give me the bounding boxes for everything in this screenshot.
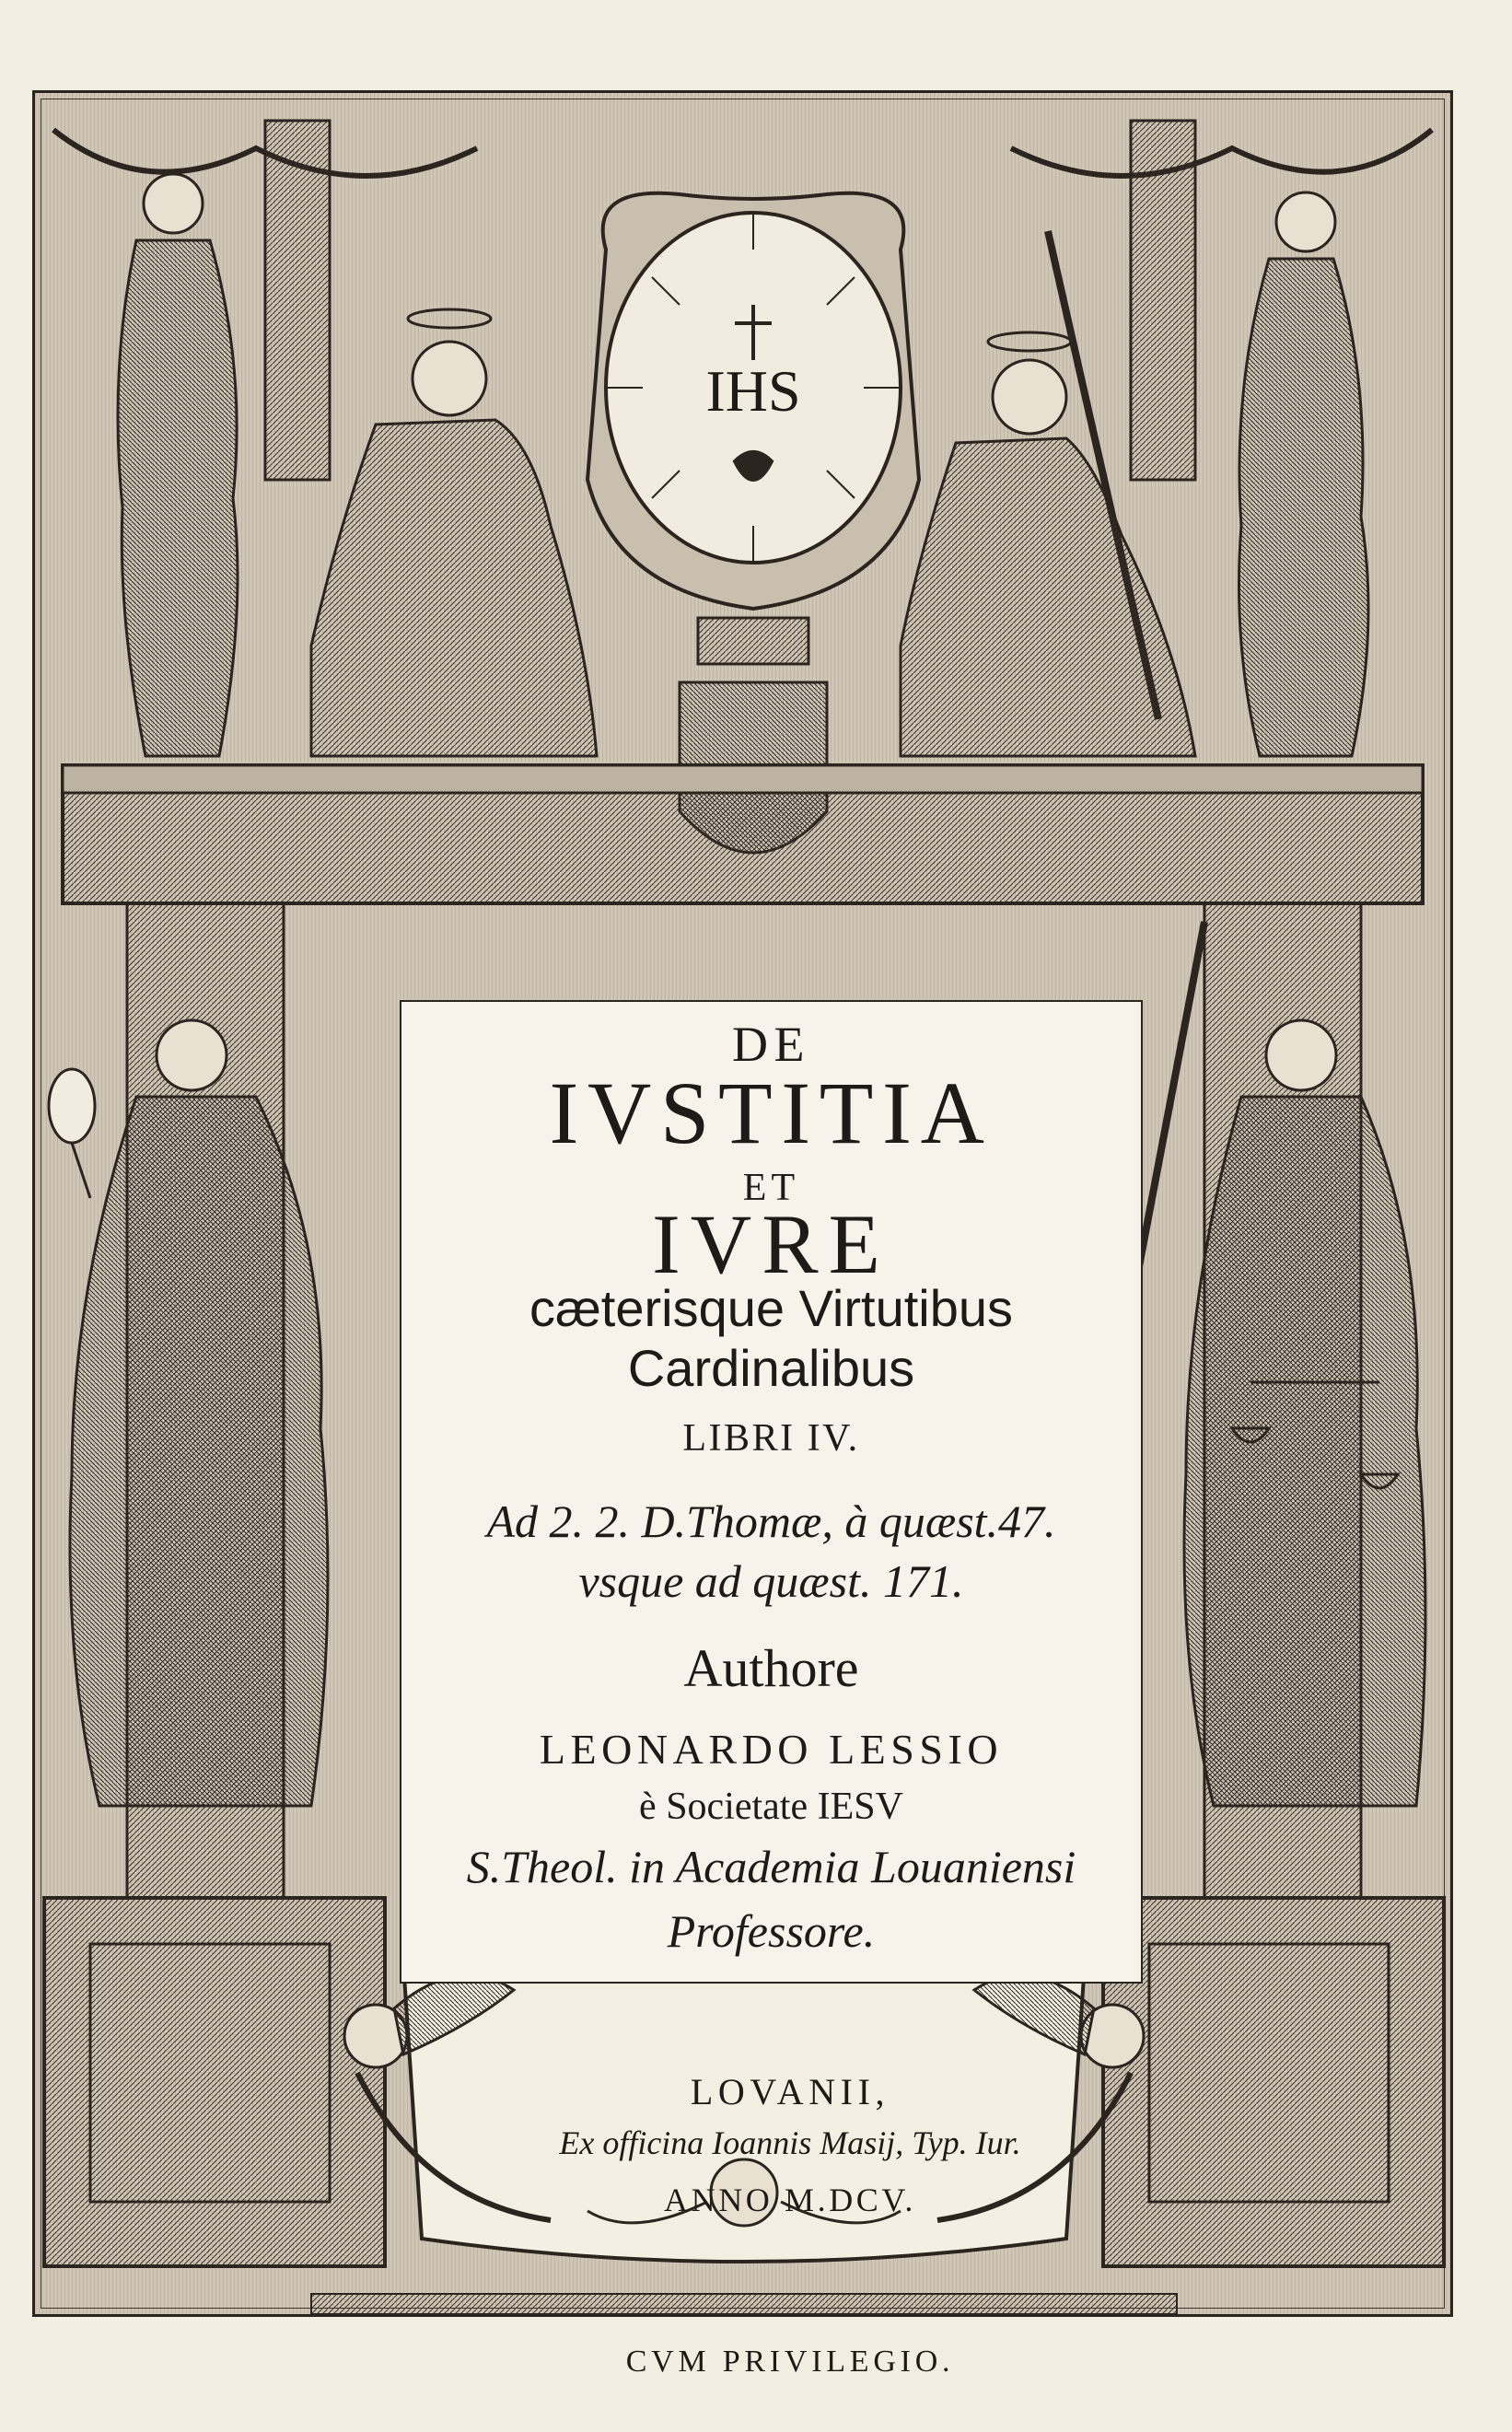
libri-count: LIBRI IV. xyxy=(682,1417,860,1460)
garland xyxy=(1011,130,1432,176)
author-title: Professore. xyxy=(667,1905,876,1957)
title-panel xyxy=(400,1000,1143,1984)
plinth-left xyxy=(44,1898,385,2266)
figure-prudence xyxy=(49,1020,328,1806)
column-left xyxy=(265,121,330,480)
title-et: ET xyxy=(742,1167,800,1209)
author-position: S.Theol. in Academia Louaniensi xyxy=(466,1841,1076,1892)
title-iustitia: IVSTITIA xyxy=(549,1064,994,1162)
author-society: è Societate IESV xyxy=(639,1786,903,1828)
subtitle-virtutibus: cæterisque Virtutibus xyxy=(529,1279,1013,1337)
subtitle-cardinalibus: Cardinalibus xyxy=(627,1339,915,1397)
figure-temperance xyxy=(1239,192,1369,756)
privilege-line: CVM PRIVILEGIO. xyxy=(625,2345,955,2379)
title-iure: IVRE xyxy=(652,1197,890,1291)
ihs-emblem xyxy=(587,193,919,609)
figure-saint-peter xyxy=(311,309,597,756)
author-label: Authore xyxy=(683,1638,859,1698)
engraved-frontispiece xyxy=(32,90,1453,2379)
title-de: DE xyxy=(732,1017,810,1072)
author-name: LEONARDO LESSIO xyxy=(539,1726,1004,1773)
imprint-printer: Ex officina Ioannis Masij, Typ. Iur. xyxy=(559,2124,1021,2161)
column-right xyxy=(1131,121,1195,480)
base-step xyxy=(311,2294,1177,2314)
reference-line-2: vsque ad quæst. 171. xyxy=(578,1555,964,1607)
reference-line-1: Ad 2. 2. D.Thomæ, à quæst.47. xyxy=(486,1495,1056,1547)
plinth-right xyxy=(1103,1898,1444,2266)
imprint-place: LOVANII, xyxy=(690,2071,890,2112)
ihs-monogram: IHS xyxy=(705,358,801,424)
figure-fortitude xyxy=(118,174,238,756)
imprint xyxy=(551,2070,1029,2263)
imprint-year: ANNO M.DCV. xyxy=(664,2182,916,2218)
